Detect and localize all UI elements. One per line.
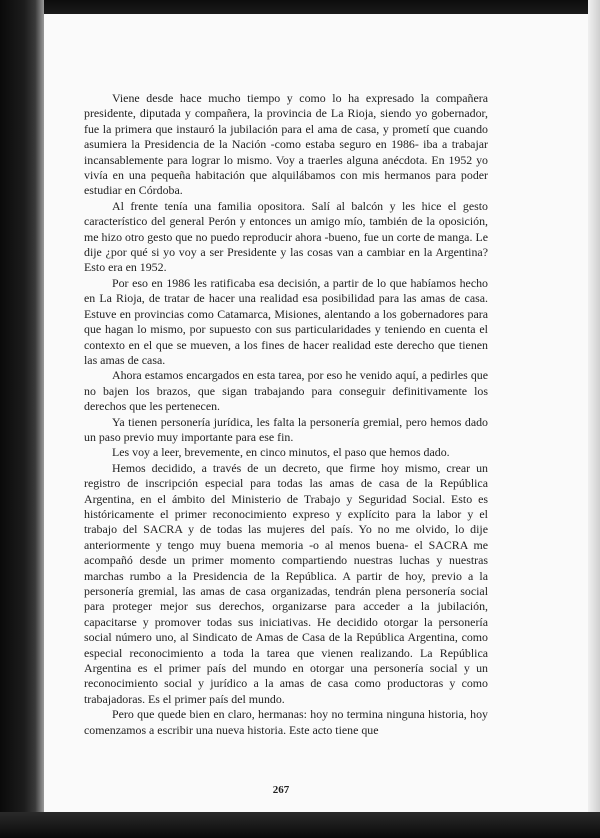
paragraph-1: Viene desde hace mucho tiempo y como lo ha expresado la compañera presidente, diputada y compañera, la provincia de La Rioja, siendo yo gobernador, fue la primera que instauró la jubilación para el ama de casa, y prometí que cuando asumiera la Presidencia de la Nación -como estaba seguro en 1986- iba a trabajar incansablemente para lograr lo mismo. Voy a traerles alguna anécdota. En 1952 yo vivía en una pequeña habitación que alquilábamos con mis hermanos para poder estudiar en Córdoba. <box>84 91 488 198</box>
scan-edge-top <box>0 0 600 14</box>
paragraph-6: Les voy a leer, brevemente, en cinco minutos, el paso que hemos dado. <box>112 445 450 460</box>
scan-edge-bottom <box>0 812 600 838</box>
scan-edge-right <box>588 0 600 838</box>
page-number: 267 <box>272 784 290 796</box>
paragraph-2: Al frente tenía una familia opositora. Salí al balcón y les hice el gesto característico del general Perón y entonces un amigo mío, también de la oposición, me hizo otro gesto que no puedo reproducir ahora -bueno, fue un corte de manga. Le dije ¿por qué si yo voy a ser Presidente y las cosas van a cambiar en la Argentina? Esto era en 1952. <box>84 198 488 275</box>
paragraph-8: Pero que quede bien en claro, hermanas: hoy no termina ninguna historia, hoy comenzamos a escribir una nueva historia. Este acto tiene que <box>84 707 488 737</box>
paragraph-5: Ya tienen personería jurídica, les falta la personería gremial, pero hemos dado un paso previo muy importante para ese fin. <box>84 414 488 444</box>
paragraph-3: Por eso en 1986 les ratificaba esa decisión, a partir de lo que habíamos hecho en La Rioja, de tratar de hacer una realidad esa posibilidad para las amas de casa. Estuve en provincias como Catamarca, Misiones, alentando a los gobernadores para que hagan lo mismo, por supuesto con sus particularidades y teniendo en cuenta el contexto en el que se mueven, a los fines de hacer realidad este derecho que tienen las amas de casa. <box>84 275 488 367</box>
scan-edge-left <box>0 0 44 838</box>
paragraph-4: Ahora estamos encargados en esta tarea, por eso he venido aquí, a pedirles que no bajen los brazos, que sigan trabajando para conseguir definitivamente los derechos que les pertenecen. <box>84 368 488 414</box>
body-text <box>84 91 488 738</box>
paragraph-7: Hemos decidido, a través de un decreto, que firme hoy mismo, crear un registro de inscripción especial para todas las amas de casa de la República Argentina, en el ámbito del Ministerio de Trabajo y Seguridad Social. Esto es históricamente el primer reconocimiento expreso y explícito para la labor y el trabajo del SACRA y de todas las mujeres del país. Yo no me olvido, lo dije anteriormente y tengo muy buena memoria -o al menos buena- el SACRA me acompañó desde un primer momento compartiendo nuestras luchas y nuestras marchas rumbo a la Presidencia de la República. A partir de hoy, previo a la personería gremial, las amas de casa organizadas, tendrán plena personería social para proteger mejor sus derechos, organizarse para acceder a la jubilación, capacitarse y promover todas sus iniciativas. He decidido otorgar la personería social número uno, al Sindicato de Amas de Casa de la República Argentina, como especial reconocimiento a toda la tarea que vienen realizando. La República Argentina es el primer país del mundo en otorgar una personería social y un reconocimiento social y jurídico a la amas de casa como productoras y como trabajadoras. Es el primer país del mundo. <box>84 460 488 706</box>
